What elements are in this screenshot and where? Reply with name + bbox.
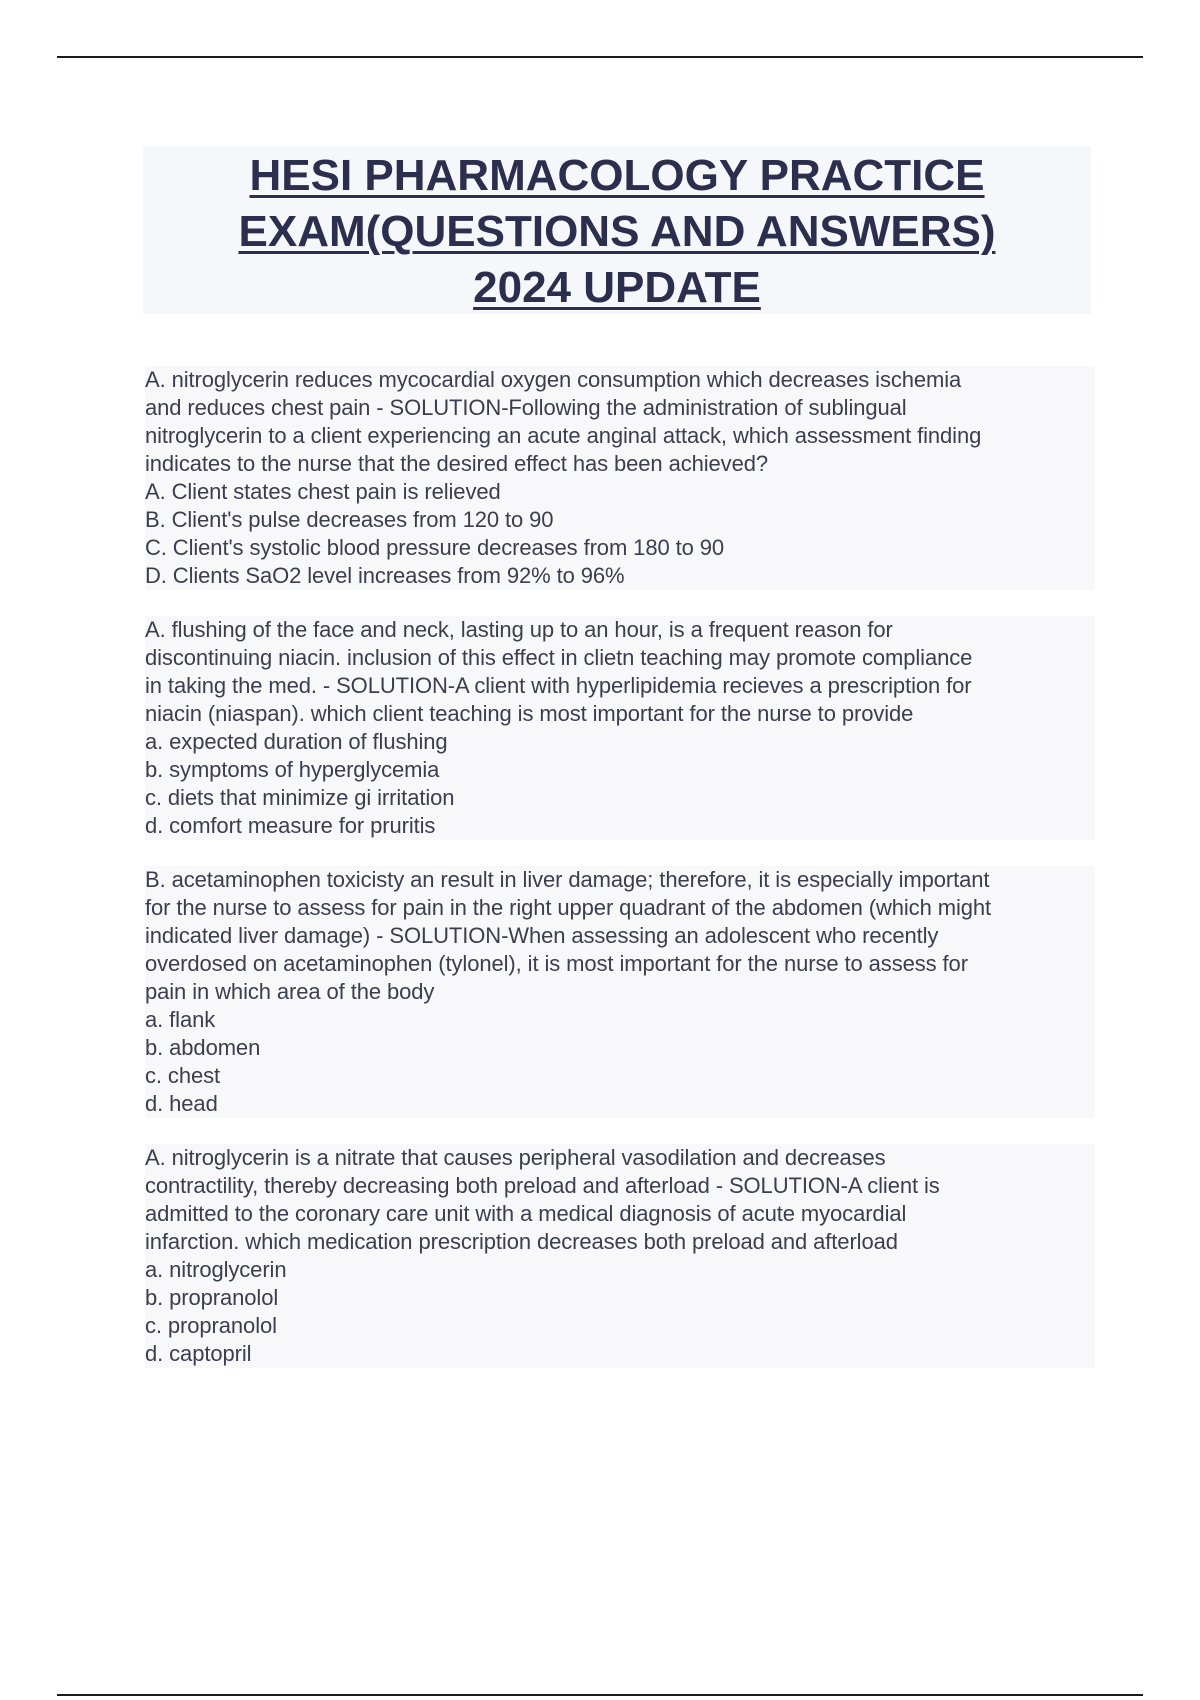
title-line-2: EXAM(QUESTIONS AND ANSWERS) — [238, 207, 996, 256]
question-stem — [145, 616, 1095, 728]
question-block-3 — [145, 866, 1095, 1118]
stem-line: infarction. which medication prescription decreases both preload and afterload — [145, 1229, 898, 1254]
answer-option: B. Client's pulse decreases from 120 to 90 — [145, 507, 554, 532]
answer-option: b. propranolol — [145, 1285, 279, 1310]
answer-option: c. diets that minimize gi irritation — [145, 785, 455, 810]
title-line-3: 2024 UPDATE — [473, 263, 761, 312]
stem-line: B. acetaminophen toxicisty an result in liver damage; therefore, it is especially important — [145, 867, 990, 892]
question-block-2 — [145, 616, 1095, 840]
stem-line: admitted to the coronary care unit with a medical diagnosis of acute myocardial — [145, 1201, 907, 1226]
answer-options — [145, 728, 1095, 840]
answer-option: c. chest — [145, 1063, 221, 1088]
answer-option: a. expected duration of flushing — [145, 729, 448, 754]
stem-line: pain in which area of the body — [145, 979, 435, 1004]
answer-option: d. comfort measure for pruritis — [145, 813, 436, 838]
answer-options — [145, 1006, 1095, 1118]
question-block-1 — [145, 366, 1095, 590]
answer-options — [145, 478, 1095, 590]
answer-option: A. Client states chest pain is relieved — [145, 479, 501, 504]
stem-line: A. nitroglycerin is a nitrate that causes peripheral vasodilation and decreases — [145, 1145, 886, 1170]
stem-line: in taking the med. - SOLUTION-A client with hyperlipidemia recieves a prescription for — [145, 673, 972, 698]
stem-line: indicates to the nurse that the desired effect has been achieved? — [145, 451, 768, 476]
header-rule — [57, 56, 1143, 58]
answer-option: d. head — [145, 1091, 218, 1116]
answer-option: D. Clients SaO2 level increases from 92% to 96% — [145, 563, 625, 588]
stem-line: A. flushing of the face and neck, lasting up to an hour, is a frequent reason for — [145, 617, 893, 642]
stem-line: niacin (niaspan). which client teaching is most important for the nurse to provide — [145, 701, 914, 726]
stem-line: and reduces chest pain - SOLUTION-Following the administration of sublingual — [145, 395, 907, 420]
title-line-1: HESI PHARMACOLOGY PRACTICE — [249, 151, 985, 200]
answer-option: C. Client's systolic blood pressure decreases from 180 to 90 — [145, 535, 725, 560]
stem-line: discontinuing niacin. inclusion of this effect in clietn teaching may promote compliance — [145, 645, 973, 670]
questions-list — [145, 366, 1095, 1394]
stem-line: A. nitroglycerin reduces mycocardial oxygen consumption which decreases ischemia — [145, 367, 962, 392]
stem-line: contractility, thereby decreasing both preload and afterload - SOLUTION-A client is — [145, 1173, 940, 1198]
answer-option: a. nitroglycerin — [145, 1257, 287, 1282]
question-stem — [145, 366, 1095, 478]
question-block-4 — [145, 1144, 1095, 1368]
stem-line: indicated liver damage) - SOLUTION-When assessing an adolescent who recently — [145, 923, 939, 948]
answer-option: a. flank — [145, 1007, 216, 1032]
answer-options — [145, 1256, 1095, 1368]
stem-line: overdosed on acetaminophen (tylonel), it is most important for the nurse to assess for — [145, 951, 968, 976]
answer-option: d. captopril — [145, 1341, 252, 1366]
question-stem — [145, 866, 1095, 1006]
stem-line: for the nurse to assess for pain in the right upper quadrant of the abdomen (which might — [145, 895, 992, 920]
footer-rule — [57, 1694, 1143, 1696]
stem-line: nitroglycerin to a client experiencing an acute anginal attack, which assessment finding — [145, 423, 982, 448]
answer-option: c. propranolol — [145, 1313, 277, 1338]
question-stem — [145, 1144, 1095, 1256]
document-title — [143, 146, 1091, 314]
answer-option: b. abdomen — [145, 1035, 261, 1060]
answer-option: b. symptoms of hyperglycemia — [145, 757, 440, 782]
